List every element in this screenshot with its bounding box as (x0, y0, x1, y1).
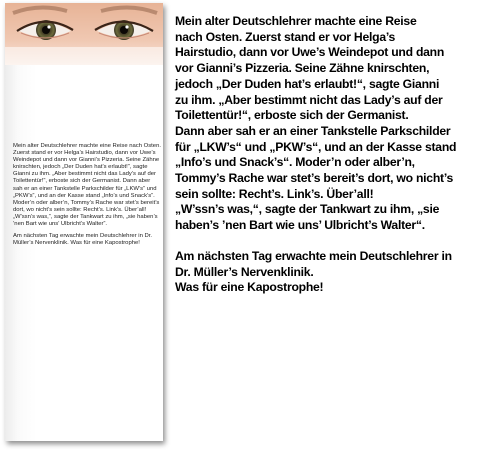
text-line: Hairstudio, dann vor Uwe’s Weindepot und dann (175, 45, 445, 60)
flyer-card (5, 3, 163, 441)
text-line: Tommy’s Rache war stet’s bereit’s dort, wo nicht’s (175, 171, 454, 186)
eyes-photo (5, 3, 163, 65)
text-line: Toilettentür!“, erboste sich der Germanist. (175, 108, 409, 123)
text-line: Dann aber sah er an einer Tankstelle Parkschilder (175, 123, 451, 138)
text-line: vor Gianni’s Pizzeria. Seine Zähne knirschten, (175, 61, 430, 76)
flyer-paragraph-1: Mein alter Deutschlehrer machte eine Reise nach Osten. Zuerst stand er vor Helga’s Hairstudio, dann vor Uwe’s Weindepot und dann vor Gianni’s Pizzeria. Seine Zähne knirschten, jedoch „Der Duden hat’s erlaubt!“, sagte Gianni zu ihm. „Aber bestimmt nicht das Lady’s auf der Toilettentür!“, erboste sich der Germanist. Dann aber sah er an einer Tankstelle Parkschilder für „LKW’s“ und „PKW’s“, und an der Kasse stand „Info’s und Snack’s“. Moder’n oder alber’n, Tommy’s Rache war stet’s bereit’s dort, wo nicht’s sein sollte: Recht’s. Link’s. Über’all! „W’ssn’s was,“, sagte der Tankwart zu ihm, „sie haben’s ’nen Bart wie uns’ Ulbricht’s Walter“. (13, 143, 161, 228)
main-text (175, 14, 480, 311)
flyer-paragraph-2: Am nächsten Tag erwachte mein Deutschlehrer in Dr. Müller’s Nervenklinik. Was für eine Kapostrophe! (13, 233, 153, 247)
text-line: nach Osten. Zuerst stand er vor Helga’s (175, 29, 396, 44)
text-line: für „LKW’s“ und „PKW’s“, und an der Kasse stand (175, 139, 457, 154)
text-line: „Info’s und Snack’s“. Moder’n oder alber’n, (175, 155, 415, 170)
main-paragraph-2 (175, 249, 480, 296)
text-line: Am nächsten Tag erwachte mein Deutschlehrer in (175, 248, 452, 263)
text-line: „W’ssn’s was,“, sagte der Tankwart zu ihm, „sie (175, 202, 440, 217)
flyer-text (13, 143, 161, 252)
main-paragraph-1 (175, 14, 480, 234)
text-line: zu ihm. „Aber bestimmt nicht das Lady’s auf der (175, 92, 443, 107)
text-line: Mein alter Deutschlehrer machte eine Reise (175, 14, 417, 28)
text-line: Dr. Müller’s Nervenklinik. (175, 264, 314, 279)
text-line: jedoch „Der Duden hat’s erlaubt!“, sagte Gianni (175, 76, 440, 91)
text-line: Was für eine Kapostrophe! (175, 280, 324, 295)
text-line: sein sollte: Recht’s. Link’s. Über’all! (175, 186, 374, 201)
text-line: haben’s ’nen Bart wie uns’ Ulbricht’s Walter“. (175, 218, 425, 233)
